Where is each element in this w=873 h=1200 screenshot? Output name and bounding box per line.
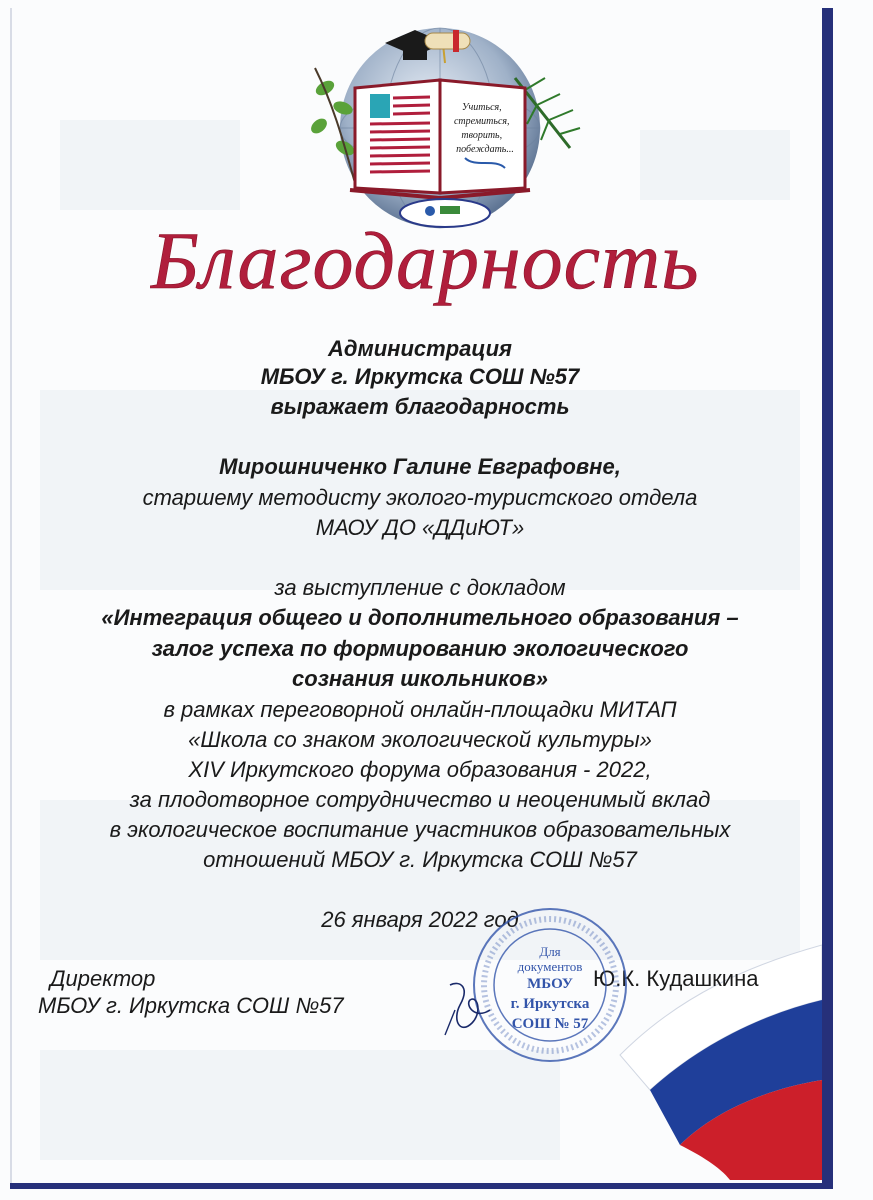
admin-line: Администрация: [327, 336, 512, 361]
emblem-motto: Учиться, стремиться, творить, побеждать...: [453, 102, 514, 155]
watermark: [640, 130, 790, 200]
context-line: XIV Иркутского форума образования - 2022,: [188, 757, 652, 782]
report-title: залог успеха по формированию экологического: [151, 636, 689, 661]
signer-name: Ю.К. Кудашкина: [593, 966, 759, 991]
diploma-scroll-icon: [425, 30, 470, 52]
frame-left: [10, 8, 12, 1188]
context-line: в экологическое воспитание участников образовательных: [109, 817, 731, 842]
stamp-text: Для документов МБОУ г. Иркутска СОШ № 57: [510, 944, 590, 1032]
watermark: [60, 120, 240, 210]
context-line: «Школа со знаком экологической культуры»: [188, 727, 652, 752]
recipient-name: Мирошниченко Галине Евграфовне,: [219, 454, 621, 479]
recipient-position: старшему методисту эколого-туристского отдела: [142, 485, 698, 510]
admin-line: выражает благодарность: [270, 394, 570, 419]
reason-intro: за выступление с докладом: [274, 575, 566, 600]
watermark: [40, 1050, 560, 1160]
certificate-date: 26 января 2022 год: [321, 907, 519, 932]
report-title: «Интеграция общего и дополнительного образования –: [101, 605, 739, 630]
signer-position: Директор: [50, 966, 156, 991]
recipient-org: МАОУ ДО «ДДиЮТ»: [315, 515, 525, 540]
open-book-icon: [350, 80, 530, 198]
svg-text:Благодарность: Благодарность: [150, 215, 700, 306]
context-line: за плодотворное сотрудничество и неоценимый вклад: [129, 787, 711, 812]
certificate-title: [150, 200, 700, 320]
report-title: сознания школьников»: [292, 666, 548, 691]
context-line: отношений МБОУ г. Иркутска СОШ №57: [203, 847, 637, 872]
frame-right: [822, 8, 833, 1188]
signer-position: МБОУ г. Иркутска СОШ №57: [38, 993, 344, 1018]
context-line: в рамках переговорной онлайн-площадки МИТАП: [163, 697, 677, 722]
handwritten-signature: [430, 975, 520, 1045]
admin-line: МБОУ г. Иркутска СОШ №57: [260, 364, 580, 389]
